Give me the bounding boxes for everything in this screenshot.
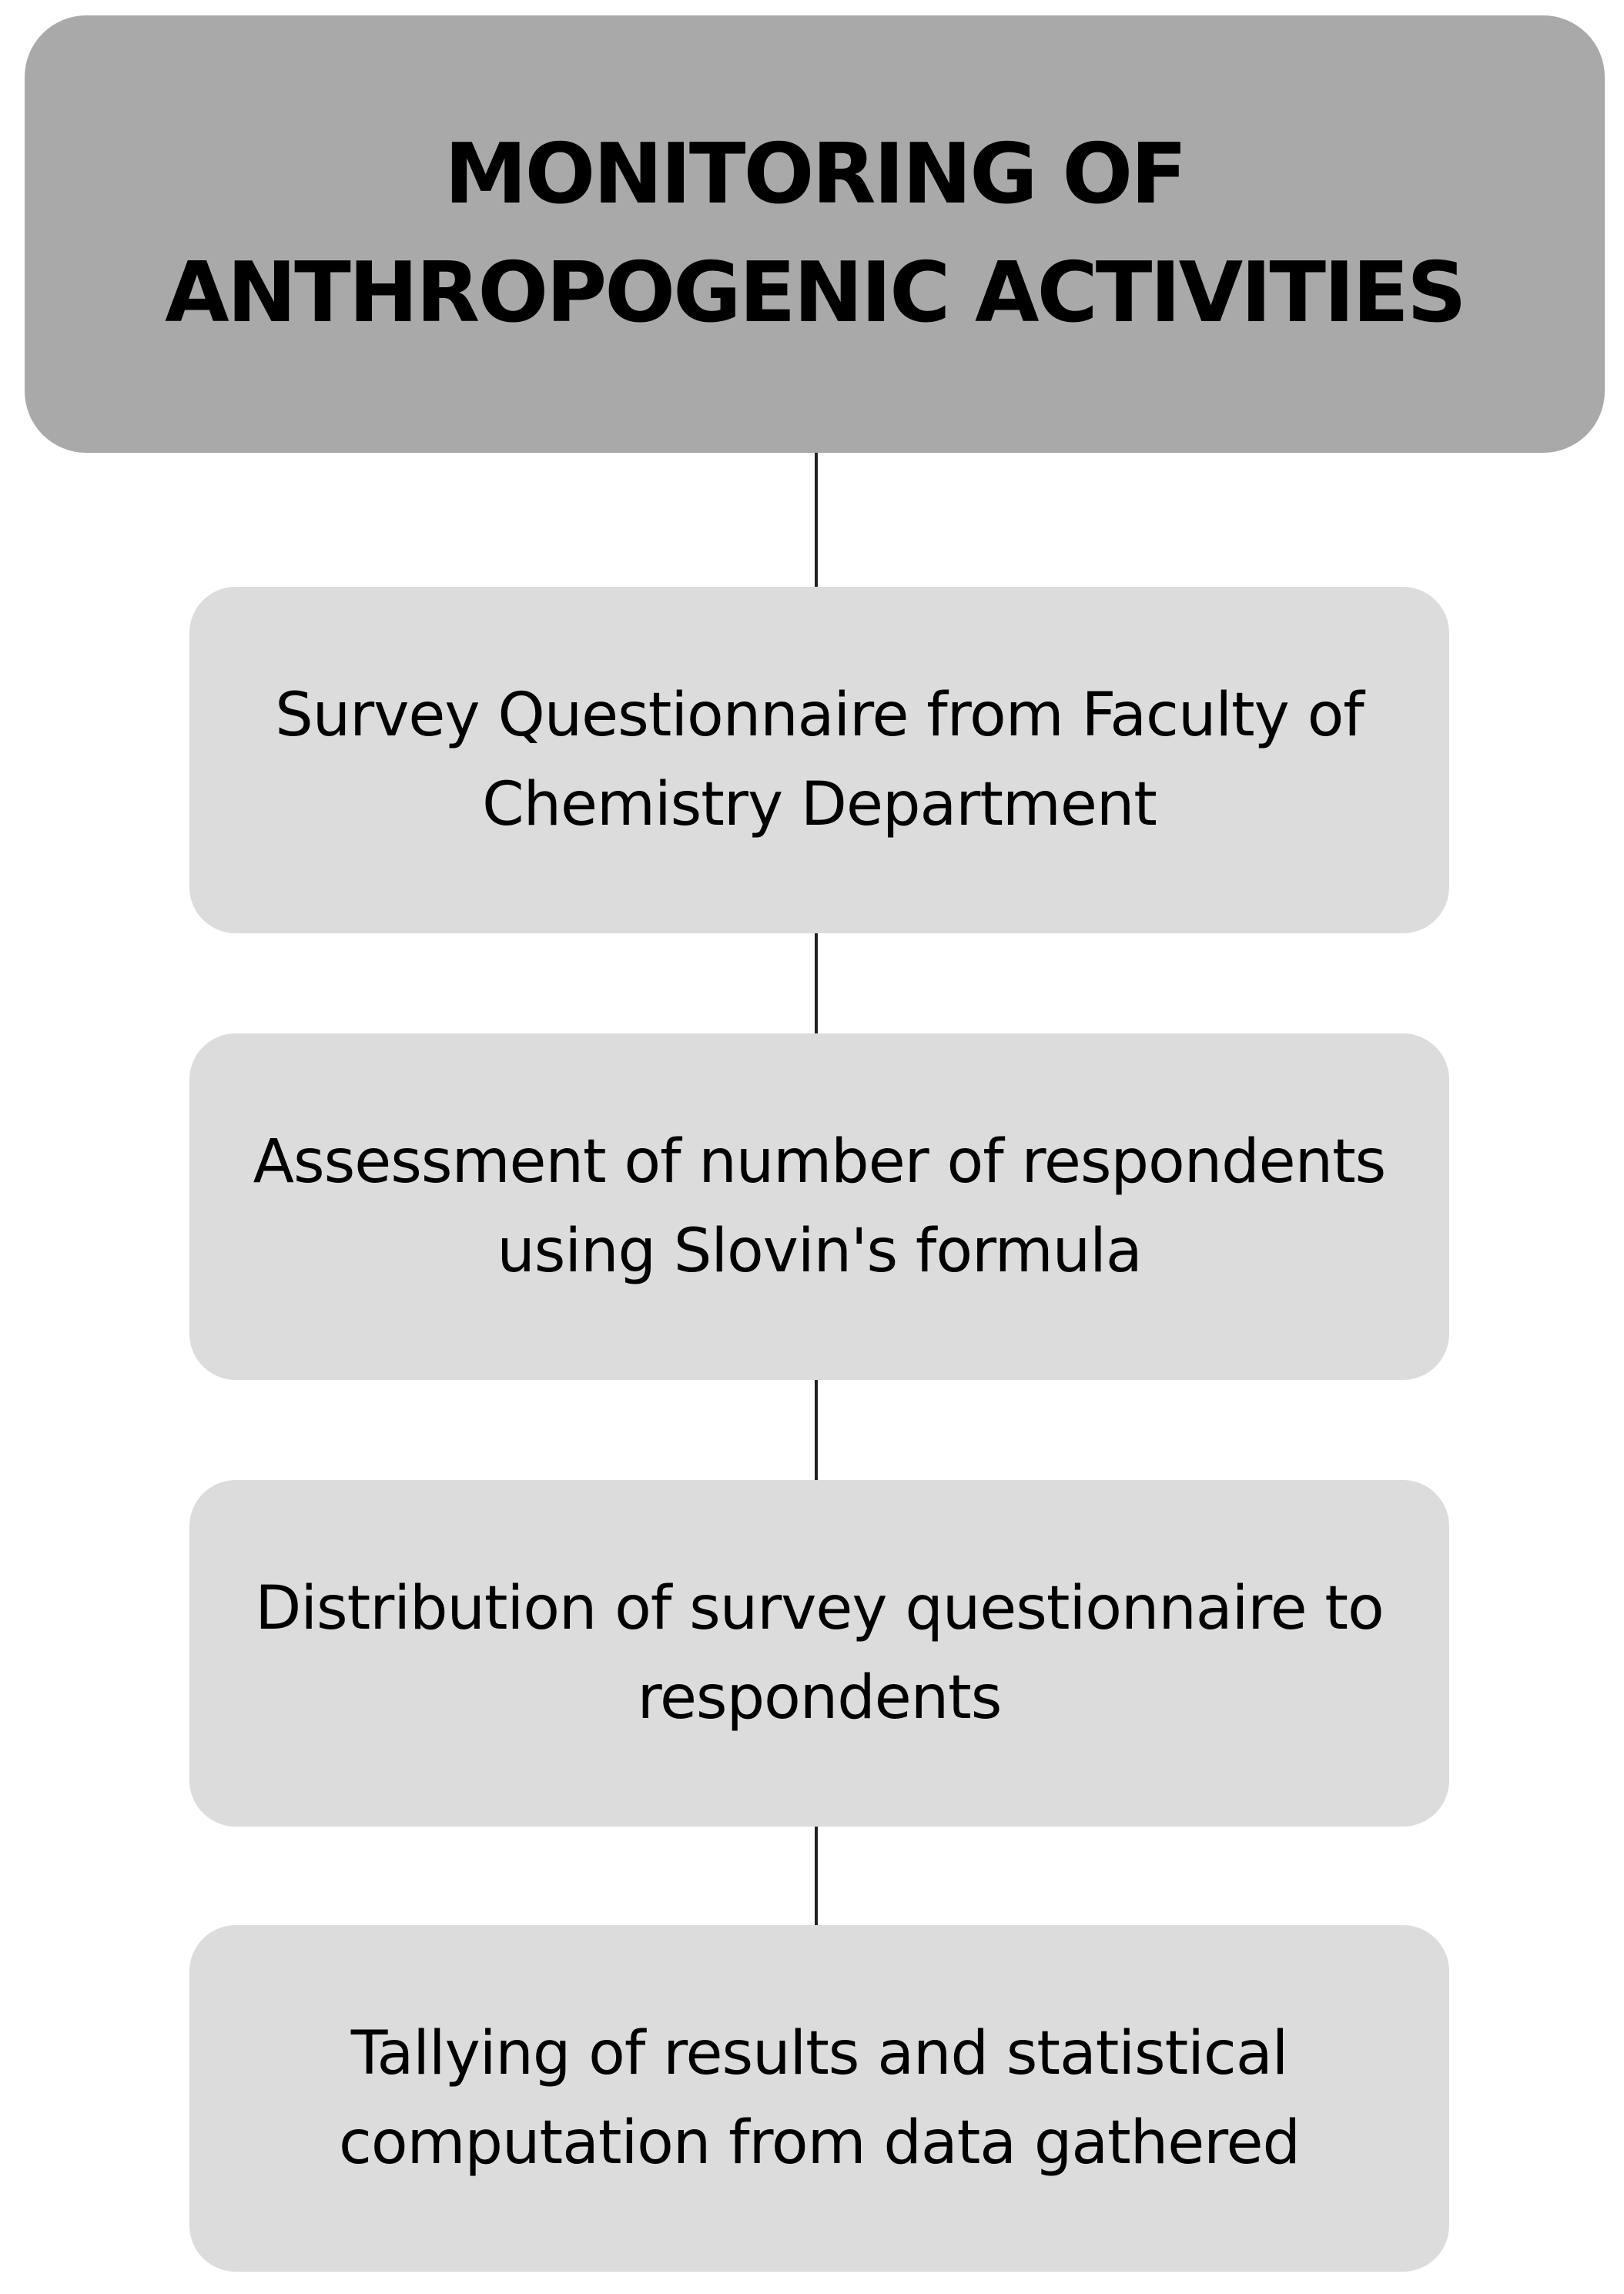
step-box-distribution xyxy=(189,1480,1449,1827)
step-box-assessment xyxy=(189,1033,1449,1380)
step-box-survey xyxy=(189,587,1449,933)
step-1-line-1: Survey Questionnaire from Faculty of xyxy=(275,681,1364,750)
step-3-line-1: Distribution of survey questionnaire to xyxy=(255,1574,1384,1643)
step-3-line-2: respondents xyxy=(637,1663,1002,1733)
title-line-1: MONITORING OF xyxy=(444,126,1185,223)
connector-line xyxy=(815,1380,818,1480)
title-line-2: ANTHROPOGENIC ACTIVITIES xyxy=(165,245,1465,341)
step-1-line-2: Chemistry Department xyxy=(482,770,1157,839)
connector-line xyxy=(815,1827,818,1925)
step-4-line-1: Tallying of results and statistical xyxy=(350,2019,1288,2088)
title-box xyxy=(25,15,1605,453)
connector-line xyxy=(815,453,818,587)
connector-line xyxy=(815,933,818,1033)
step-2-line-2: using Slovin's formula xyxy=(497,1217,1142,1286)
step-2-line-1: Assessment of number of respondents xyxy=(253,1127,1386,1197)
step-4-line-2: computation from data gathered xyxy=(338,2108,1301,2178)
step-box-tallying xyxy=(189,1925,1449,2272)
